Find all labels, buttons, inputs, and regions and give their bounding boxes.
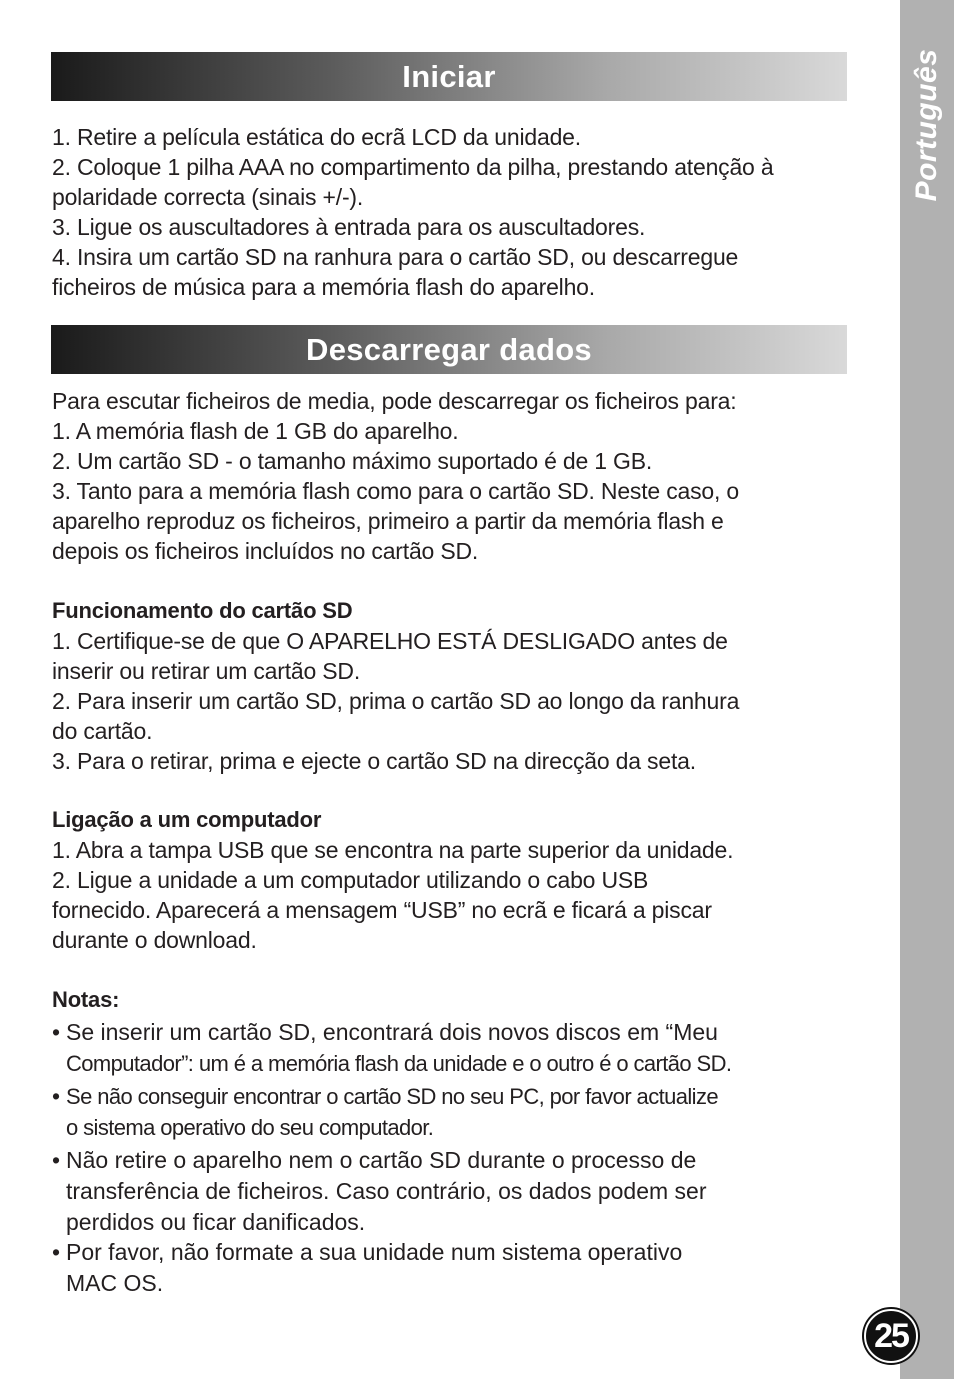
note-line: perdidos ou ficar danificados. (66, 1209, 366, 1235)
text-line: 1. Retire a película estática do ecrã LCD da unidade. (52, 124, 581, 150)
text-line: fornecido. Aparecerá a mensagem “USB” no ecrã e ficará a piscar (52, 897, 712, 923)
text-line: ficheiros de música para a memória flash do aparelho. (52, 274, 595, 300)
bullet-icon: • (52, 1019, 61, 1045)
language-label: Português (910, 48, 943, 202)
descarregar-text (52, 386, 852, 566)
text-line: 2. Ligue a unidade a um computador utilizando o cabo USB (52, 867, 649, 893)
text-line: 1. Certifique-se de que O APARELHO ESTÁ DESLIGADO antes de (52, 628, 728, 654)
text-line: depois os ficheiros incluídos no cartão SD. (52, 538, 479, 564)
note-item (52, 1017, 852, 1079)
bullet-icon: • (52, 1083, 61, 1109)
text-line: inserir ou retirar um cartão SD. (52, 658, 361, 684)
section-title-iniciar: Iniciar (51, 52, 847, 101)
text-line: Para escutar ficheiros de media, pode descarregar os ficheiros para: (52, 388, 737, 414)
text-line: aparelho reproduz os ficheiros, primeiro a partir da memória flash e (52, 508, 724, 534)
page-number-badge: 25 (864, 1309, 918, 1363)
text-line: 1. A memória flash de 1 GB do aparelho. (52, 418, 459, 444)
text-line: polaridade correcta (sinais +/-). (52, 184, 364, 210)
note-line: Não retire o aparelho nem o cartão SD durante o processo de (66, 1147, 697, 1173)
text-line: 2. Coloque 1 pilha AAA no compartimento da pilha, prestando atenção à (52, 154, 774, 180)
subheading-computer: Ligação a um computador (52, 807, 322, 832)
note-item (52, 1145, 852, 1238)
subheading-notes: Notas: (52, 987, 120, 1012)
bullet-icon: • (52, 1147, 61, 1173)
note-line: MAC OS. (66, 1270, 164, 1296)
language-side-tab (900, 0, 954, 1379)
text-line: 4. Insira um cartão SD na ranhura para o cartão SD, ou descarregue (52, 244, 739, 270)
note-line: o sistema operativo do seu computador. (66, 1115, 434, 1140)
note-line: Se não conseguir encontrar o cartão SD no seu PC, por favor actualize (66, 1084, 718, 1109)
subheading-sd-operation: Funcionamento do cartão SD (52, 598, 353, 623)
text-line: 2. Um cartão SD - o tamanho máximo suportado é de 1 GB. (52, 448, 653, 474)
section-title-descarregar-dados: Descarregar dados (51, 325, 847, 374)
note-item (52, 1081, 852, 1143)
note-line: transferência de ficheiros. Caso contrário, os dados podem ser (66, 1178, 707, 1204)
text-line: 3. Tanto para a memória flash como para o cartão SD. Neste caso, o (52, 478, 739, 504)
text-line: 3. Ligue os auscultadores à entrada para os auscultadores. (52, 214, 646, 240)
text-line: 1. Abra a tampa USB que se encontra na parte superior da unidade. (52, 837, 734, 863)
note-item (52, 1237, 852, 1299)
iniciar-steps (52, 122, 852, 302)
note-line: Se inserir um cartão SD, encontrará dois novos discos em “Meu (66, 1019, 718, 1045)
text-line: 3. Para o retirar, prima e ejecte o cartão SD na direcção da seta. (52, 748, 696, 774)
bullet-icon: • (52, 1239, 61, 1265)
notes-heading-wrap (52, 985, 852, 1015)
text-line: do cartão. (52, 718, 153, 744)
note-line: Computador”: um é a memória flash da unidade e o outro é o cartão SD. (66, 1051, 732, 1076)
sd-operation-section (52, 596, 852, 776)
note-line: Por favor, não formate a sua unidade num sistema operativo (66, 1239, 683, 1265)
computer-section (52, 805, 852, 955)
text-line: durante o download. (52, 927, 257, 953)
text-line: 2. Para inserir um cartão SD, prima o cartão SD ao longo da ranhura (52, 688, 740, 714)
